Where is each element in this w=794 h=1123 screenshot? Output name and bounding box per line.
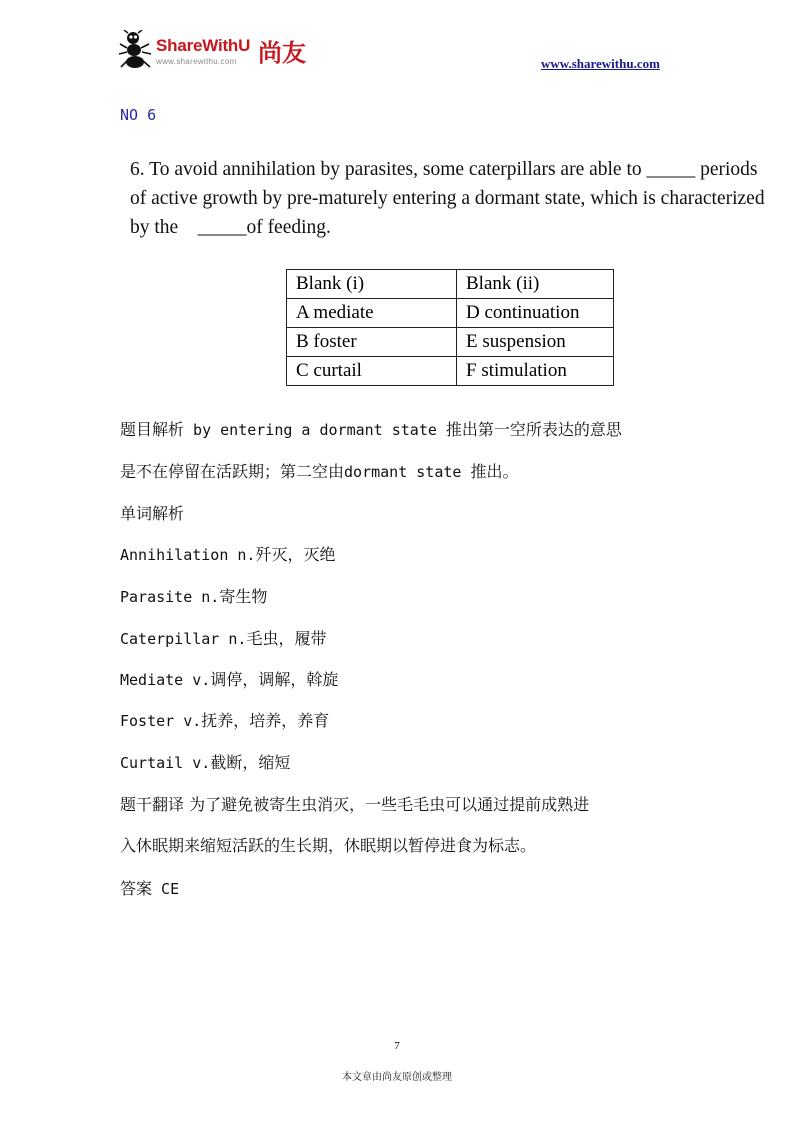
footer-text: 本文章由尚友原创或整理 [342,1072,452,1083]
translation-label: 题干翻译 [120,795,185,814]
vocab-meaning: 毛虫，履带 [246,629,327,648]
table-cell: C curtail [287,357,457,386]
vocab-word: Curtail v. [120,754,211,772]
answer-line [120,876,179,899]
vocab-item [120,542,335,565]
table-cell: E suspension [457,328,614,357]
vocab-word: Caterpillar n. [120,630,247,648]
vocab-item [120,708,329,731]
table-cell: D continuation [457,299,614,328]
vocab-meaning: 调停，调解，斡旋 [210,670,339,689]
table-header-cell: Blank (ii) [457,270,614,299]
table-row [287,328,614,357]
vocab-label: 单词解析 [120,504,185,523]
analysis-line-1 [120,417,622,440]
header-logo [118,30,333,72]
page-number: 7 [394,1040,400,1052]
vocab-word: Parasite n. [120,588,220,606]
table-cell: F stimulation [457,357,614,386]
vocab-meaning: 截断，缩短 [210,753,291,772]
vocab-word: Annihilation n. [120,546,256,564]
vocab-word: Mediate v. [120,671,211,689]
question-text: 6. To avoid annihilation by parasites, some caterpillars are able to _____ periods of active growth by pre-maturely entering a dormant state, which is characterized by the _____of feeding. [130,159,765,238]
translation-line-1 [120,792,589,815]
analysis-text: 是不在停留在活跃期；第二空由 [120,462,345,481]
translation-text: 为了避免被寄生虫消灭，一些毛毛虫可以通过提前成熟进 [184,795,590,814]
ant-mascot-icon [118,30,154,70]
table-row [287,357,614,386]
vocab-meaning: 抚养，培养，养育 [201,711,330,730]
analysis-label: 题目解析 [120,420,185,439]
answer-label: 答案 [120,879,153,898]
table-cell: B foster [287,328,457,357]
vocab-item [120,626,326,649]
table-header-cell: Blank (i) [287,270,457,299]
question-number: NO 6 [120,106,157,124]
brand-name-cn: 尚友 [258,39,306,67]
header-url-link[interactable]: www.sharewithu.com [541,56,660,71]
vocab-item [120,750,290,773]
vocab-item [120,584,267,607]
answer-value: CE [152,880,180,898]
table-row [287,299,614,328]
vocab-item [120,667,338,690]
table-header-row [287,270,614,299]
analysis-line-2 [120,459,518,482]
table-cell: A mediate [287,299,457,328]
brand-subtitle: www.sharewithu.com [156,57,237,66]
analysis-text: 推出。 [470,462,519,481]
analysis-text: 推出第一空所表达的意思 [445,420,622,439]
vocab-word: Foster v. [120,712,202,730]
analysis-text: by entering a dormant state [184,421,446,439]
choices-table [286,269,614,386]
vocab-meaning: 寄生物 [219,587,268,606]
vocab-meaning: 歼灭，灭绝 [255,545,336,564]
translation-line-2: 入休眠期来缩短活跃的生长期，休眠期以暂停进食为标志。 [120,836,537,855]
brand-name: ShareWithU [156,36,251,55]
analysis-text: dormant state [344,463,471,481]
